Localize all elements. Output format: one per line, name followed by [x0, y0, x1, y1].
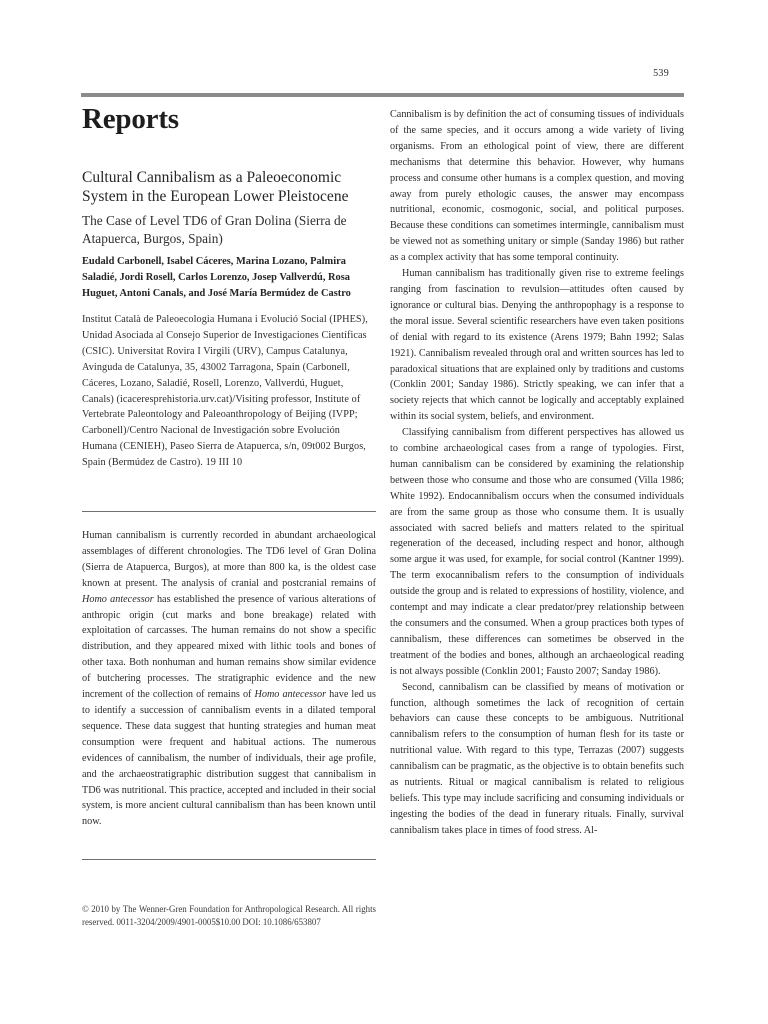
page-number: 539	[653, 68, 669, 79]
author-affiliation: Institut Català de Paleoecologia Humana i Evolució Social (IPHES), Unidad Asociada al Consejo Superior de Investigaciones Científicas (CSIC). Universitat Rovira I Virgili (URV), Campus Catalunya, Avinguda de Catalunya, 35, 43002 Tarragona, Spain (Carbonell, Cáceres, Lozano, Saladié, Rosell, Lorenzo, Vallverdú, Huguet, Canals) (icaceresprehistoria.urv.cat)/Visiting professor, Institute of Vertebrate Paleontology and Paleoanthropology of Beijing (IVPP; Carbonell)/Centro Nacional de Investigación sobre Evolución Humana (CENIEH), Paseo Sierra de Atapuerca, s/n, 09t002 Burgos, Spain (Bermúdez de Castro). 19 III 10	[82, 314, 368, 469]
abstract-bottom-rule	[82, 859, 376, 860]
body-text	[390, 107, 684, 839]
body-paragraph: Second, cannibalism can be classified by means of motivation or function, although sometimes the lack of recognition of certain behaviors can cause these concepts to be ambiguous. Nutritional cannibalism refers to the consumption of human flesh for its taste or nutritional value. With regard to this type, Terrazas (2007) suggests cannibalism can be pragmatic, as the objective is to obtain benefits such as nutrients. Ritual or magical cannibalism is related to religious beliefs. This type may include sacrificing and consuming individuals or ingesting the bodies of the dead in funerary rituals. Finally, survival cannibalism takes place in times of food stress. Al-	[390, 681, 684, 836]
article-title: Cultural Cannibalism as a Paleoeconomic System in the European Lower Pleistocene	[82, 169, 349, 205]
species-name: Homo antecessor	[82, 593, 154, 605]
body-paragraph: Human cannibalism has traditionally given rise to extreme feelings ranging from fascination to revulsion—attitudes often caused by ignorance or cultural bias. Denying the anthropophagy is a response to the moral issue. Several scientific researchers have even taken positions of denial with regard to its existence (Arens 1979; Bahn 1992; Salas 1921). Cannibalism revealed through oral and written sources has led to paradoxical situations that are explained only by traditions and customs (Conklin 2001; Sanday 1986). Strictly speaking, we can infer that a society rejects that which cannot be logically and acceptably explained within its social system, beliefs, and environment.	[390, 268, 684, 423]
author-list: Eudald Carbonell, Isabel Cáceres, Marina Lozano, Palmira Saladié, Jordi Rosell, Carlos Lorenzo, Josep Vallverdú, Rosa Huguet, Antoni Canals, and José María Bermúdez de Castro	[82, 256, 351, 299]
species-name: Homo antecessor	[254, 689, 327, 701]
abstract-top-rule	[82, 511, 376, 512]
copyright-notice: © 2010 by The Wenner-Gren Foundation for Anthropological Research. All rights reserved. 0011-3204/2009/4901-0005$10.00 DOI: 10.1086/653807	[82, 904, 376, 927]
body-paragraph: Classifying cannibalism from different perspectives has allowed us to combine archaeological cases from a range of typologies. First, human cannibalism can be considered by examining the relationship between those who consume and those who are consumed (Villa 1986; White 1992). Endocannibalism occurs when the consumed individuals are from the same group as those who consume them. It is usually associated with sacred beliefs and matters related to the spiritual regeneration of the deceased, including respect and honor, although some argue it was used, for example, for social control (Kantner 1999). The term exocannibalism refers to the consumption of individuals outside the group and is related to expressions of hostility, violence, and contempt and may indicate a clear predator/prey relationship between the consumers and the consumed. When a group practices both types of cannibalism, these differences can sometimes be observed in the treatment of the bodies and bones, although an archaeological reading is not always possible (Conklin 2001; Fausto 2007; Sanday 1986).	[390, 427, 684, 677]
article-subtitle: The Case of Level TD6 of Gran Dolina (Sierra de Atapuerca, Burgos, Spain)	[82, 213, 347, 246]
abstract: Human cannibalism is currently recorded in abundant archaeological assemblages of different chronologies. The TD6 level of Gran Dolina (Sierra de Atapuerca, Burgos), at more than 800 ka, is the oldest case known at present. The analysis of cranial and postcranial remains of Homo antecessor has established the presence of various alterations of anthropic origin (cut marks and bone breakage) related with exploitation of carcasses. The human remains do not show a specific distribution, and they appeared mixed with lithic tools and bones of other taxa. Both nonhuman and human remains show similar evidence of butchering processes. The stratigraphic evidence and the new increment of the collection of remains of Homo antecessor have led us to identify a succession of cannibalism events in a dilated temporal sequence. These data suggest that hunting strategies and human meat consumption were frequent and habitual actions. The numerous evidences of cannibalism, the number of individuals, their age profile, and the archaeostratigraphic distribution suggest that cannibalism in TD6 was nutritional. This practice, accepted and included in their social system, is more ancient cultural cannibalism than has been known until now.	[82, 530, 376, 828]
title-block	[82, 101, 376, 471]
header-rule	[81, 93, 684, 97]
body-paragraph: Cannibalism is by definition the act of consuming tissues of individuals of the same species, and it occurs among a wide variety of living organisms. From an ethological point of view, there are different mechanisms that determine this behavior. However, why humans process and consume other humans is a complex question, and moving away from purely ethologic causes, the answer may encompass nutritional, economic, cosmogonic, social, and political purposes. Because these conditions can sometimes intermingle, cannibalism must be viewed not as something unitary or simple (Sanday 1986) but rather as a complex activity that has some temporal continuity.	[390, 109, 684, 264]
section-heading: Reports	[82, 103, 179, 135]
